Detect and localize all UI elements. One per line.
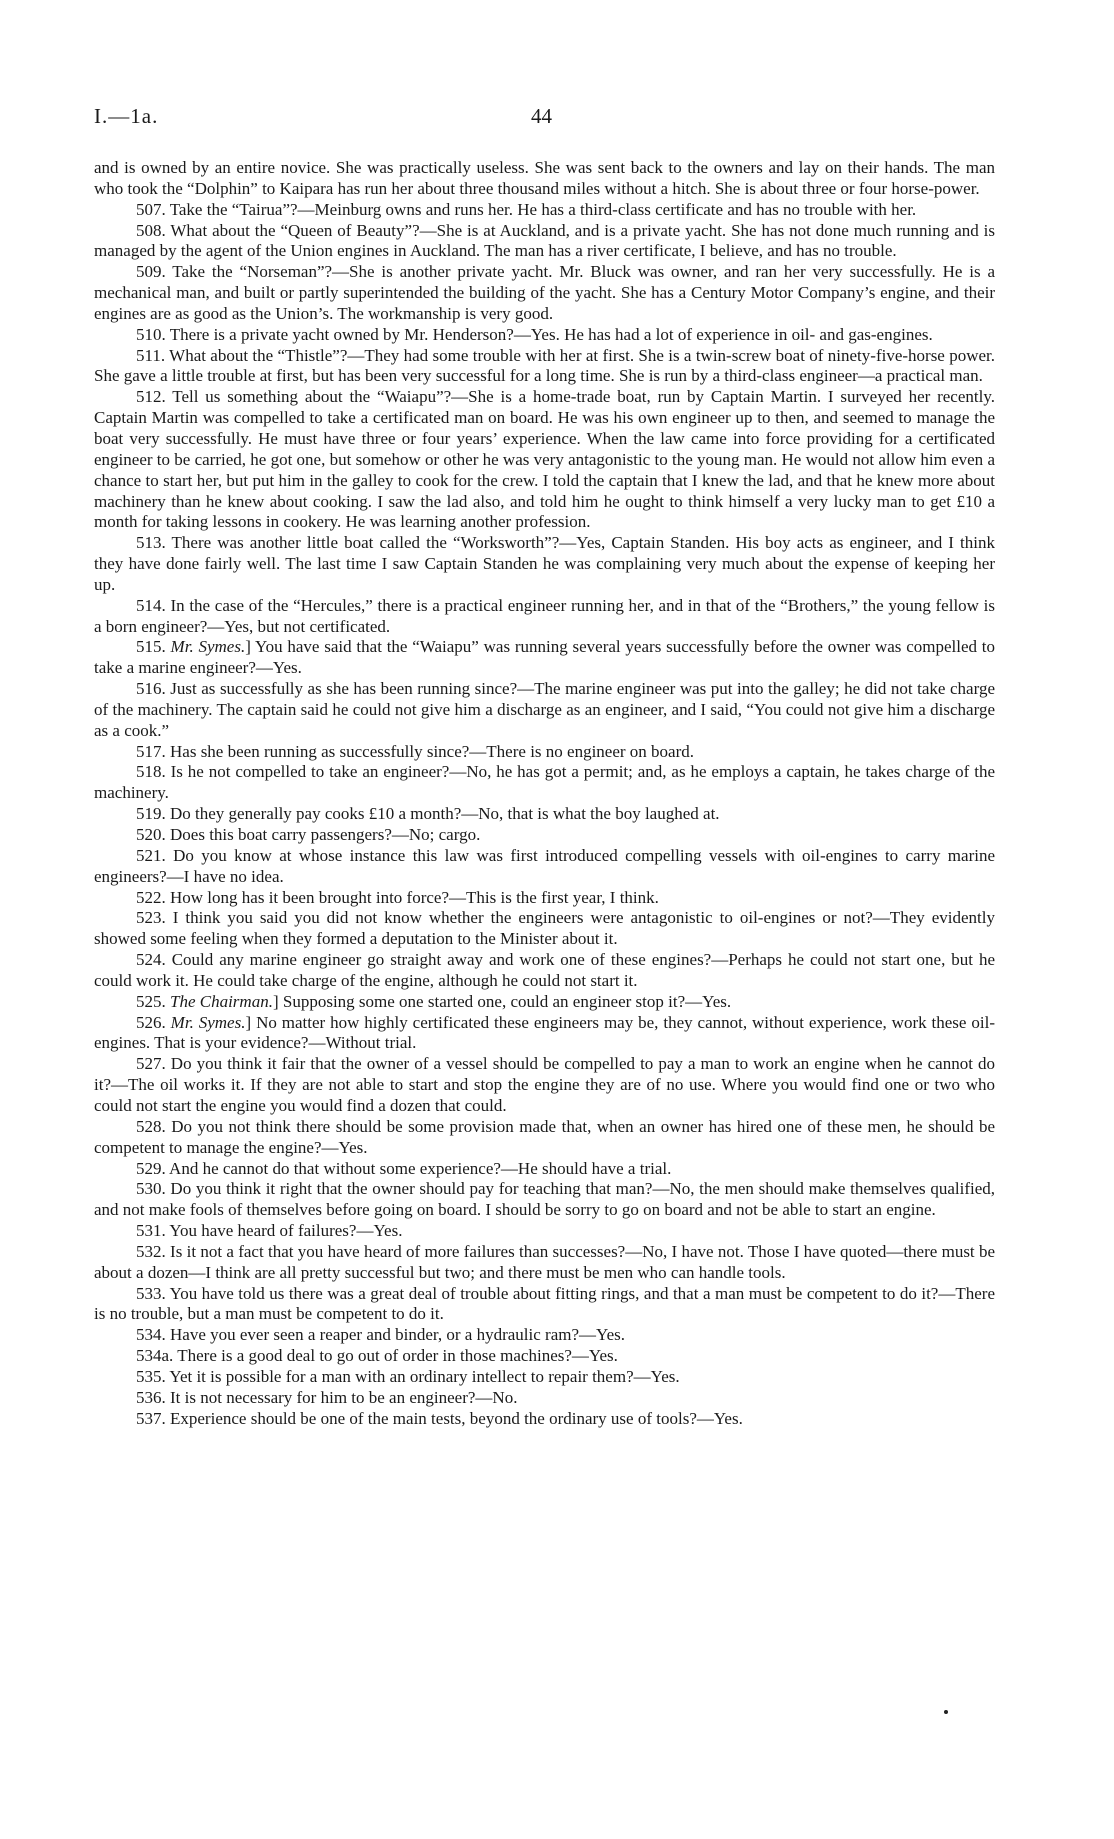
paragraph-514: 514. In the case of the “Hercules,” there is a practical engineer running her, and in that of the “Brothers,” the young fellow is a born engineer?—Yes, but not certificated. bbox=[94, 595, 995, 636]
paragraph-519: 519. Do they generally pay cooks £10 a month?—No, that is what the boy laughed at. bbox=[136, 804, 720, 824]
paragraph-521: 521. Do you know at whose instance this law was first introduced compelling vessels with oil-engines to carry marine engineers?—I have no idea. bbox=[94, 845, 995, 886]
paragraph-528: 528. Do you not think there should be some provision made that, when an owner has hired one of these men, he should be competent to manage the engine?—Yes. bbox=[94, 1116, 995, 1157]
paragraph-515 bbox=[94, 637, 995, 679]
paragraph-511: 511. What about the “Thistle”?—They had some trouble with her at first. She is a twin-screw boat of ninety-five-horse power. She gave a little trouble at first, but has been very successful for a long time. She is run by a third-class engineer—a practical man. bbox=[94, 345, 995, 386]
paragraph-508: 508. What about the “Queen of Beauty”?—She is at Auckland, and is a private yacht. She has not done much running and is managed by the agent of the Union engines in Auckland. The man has a river certificate, I believe, and has no trouble. bbox=[94, 220, 995, 261]
paragraph-507: 507. Take the “Tairua”?—Meinburg owns and runs her. He has a third-class certificate and has no trouble with her. bbox=[136, 199, 917, 219]
paragraph-513: 513. There was another little boat called the “Worksworth”?—Yes, Captain Standen. His boy acts as engineer, and I think they have done fairly well. The last time I saw Captain Standen he was complaining very much about the expense of keeping her up. bbox=[94, 533, 995, 594]
paragraph-520: 520. Does this boat carry passengers?—No; cargo. bbox=[136, 825, 481, 844]
paragraph-525 bbox=[94, 992, 995, 1013]
page-number: 44 bbox=[531, 104, 552, 128]
ink-speck bbox=[944, 1710, 948, 1714]
paragraph-536: 536. It is not necessary for him to be an engineer?—No. bbox=[136, 1387, 518, 1407]
speaker-name: Mr. Symes. bbox=[170, 1012, 246, 1032]
paragraph-517: 517. Has she been running as successfully since?—There is no engineer on board. bbox=[136, 741, 695, 761]
paragraph-526 bbox=[94, 1013, 995, 1055]
document-reference: I.—1a. bbox=[94, 104, 159, 128]
question-number: 526. bbox=[136, 1012, 171, 1032]
page-body bbox=[94, 158, 995, 1429]
paragraph-532: 532. Is it not a fact that you have heard of more failures than successes?—No, I have not. Those I have quoted—there must be about a dozen—I think are all pretty successful but two; and there must be men who can handle tools. bbox=[94, 1241, 995, 1282]
paragraph-529: 529. And he cannot do that without some experience?—He should have a trial. bbox=[136, 1158, 672, 1178]
question-number: 515. bbox=[136, 637, 171, 657]
paragraph-510: 510. There is a private yacht owned by Mr. Henderson?—Yes. He has had a lot of experience in oil- and gas-engines. bbox=[136, 324, 933, 344]
speaker-name: Mr. Symes. bbox=[170, 637, 246, 657]
paragraph-534a: 534a. There is a good deal to go out of order in those machines?—Yes. bbox=[136, 1346, 618, 1366]
paragraph-534: 534. Have you ever seen a reaper and binder, or a hydraulic ram?—Yes. bbox=[136, 1325, 625, 1345]
speaker-name: The Chairman. bbox=[170, 991, 273, 1011]
paragraph-531: 531. You have heard of failures?—Yes. bbox=[136, 1221, 403, 1241]
paragraph-text: ] No matter how highly certificated these engineers may be, they cannot, without experience, work these oil-engines. That is your evidence?—Without trial. bbox=[94, 1012, 995, 1053]
paragraph-continuation: and is owned by an entire novice. She was practically useless. She was sent back to the owners and lay on their hands. The man who took the “Dolphin” to Kaipara has run her about three thousand miles without a hitch. She is about three or four horse-power. bbox=[94, 158, 995, 198]
paragraph-537: 537. Experience should be one of the main tests, beyond the ordinary use of tools?—Yes. bbox=[136, 1408, 743, 1428]
paragraph-527: 527. Do you think it fair that the owner of a vessel should be compelled to pay a man to work an engine when he cannot do it?—The oil works it. If they are not able to start and stop the engine they are of no use. Where you would find one or two who could not start the engine you would find a dozen that could. bbox=[94, 1054, 995, 1115]
paragraph-518: 518. Is he not compelled to take an engineer?—No, he has got a permit; and, as he employs a captain, he takes charge of the machinery. bbox=[94, 762, 995, 803]
paragraph-523: 523. I think you said you did not know whether the engineers were antagonistic to oil-engines or not?—They evidently showed some feeling when they formed a deputation to the Minister about it. bbox=[94, 908, 995, 949]
paragraph-512: 512. Tell us something about the “Waiapu”?—She is a home-trade boat, run by Captain Martin. I surveyed her recently. Captain Martin was compelled to take a certificated man on board. He was his own engineer up to then, and seemed to manage the boat very successfully. He must have three or four years’ experience. When the law came into force providing for a certificated engineer to be carried, he got one, but somehow or other he was very antagonistic to the young man. He would not allow him even a chance to start her, but put him in the galley to cook for the crew. I told the captain that I knew the lad, and that he knew more about machinery than he knew about cooking. I saw the lad also, and told him he ought to think himself a very lucky man to get £10 a month for taking lessons in cookery. He was learning another profession. bbox=[94, 387, 995, 532]
paragraph-524: 524. Could any marine engineer go straight away and work one of these engines?—Perhaps he could not start one, but he could work it. He could take charge of the engine, although he could not start it. bbox=[94, 950, 995, 990]
paragraph-533: 533. You have told us there was a great deal of trouble about fitting rings, and that a man must be competent to do it?—There is no trouble, but a man must be competent to do it. bbox=[94, 1283, 995, 1324]
paragraph-509: 509. Take the “Norseman”?—She is another private yacht. Mr. Bluck was owner, and ran her very successfully. He is a mechanical man, and built or partly superintended the building of the yacht. She has a Century Motor Company’s engine, and their engines are as good as the Union’s. The workmanship is very good. bbox=[94, 262, 995, 323]
page-header bbox=[94, 104, 1008, 134]
paragraph-522: 522. How long has it been brought into force?—This is the first year, I think. bbox=[136, 887, 659, 907]
paragraph-535: 535. Yet it is possible for a man with an ordinary intellect to repair them?—Yes. bbox=[136, 1366, 680, 1386]
paragraph-530: 530. Do you think it right that the owner should pay for teaching that man?—No, the men should make themselves qualified, and not make fools of themselves before going on board. I should be sorry to go on board and not be able to start an engine. bbox=[94, 1179, 995, 1220]
paragraph-516: 516. Just as successfully as she has been running since?—The marine engineer was put into the galley; he did not take charge of the machinery. The captain said he could not give him a discharge as an engineer, and I said, “You could not give him a discharge as a cook.” bbox=[94, 679, 995, 740]
paragraph-text: ] You have said that the “Waiapu” was running several years successfully before the owner was compelled to take a marine engineer?—Yes. bbox=[94, 637, 996, 678]
question-number: 525. bbox=[136, 991, 170, 1011]
paragraph-text: ] Supposing some one started one, could an engineer stop it?—Yes. bbox=[272, 991, 732, 1011]
